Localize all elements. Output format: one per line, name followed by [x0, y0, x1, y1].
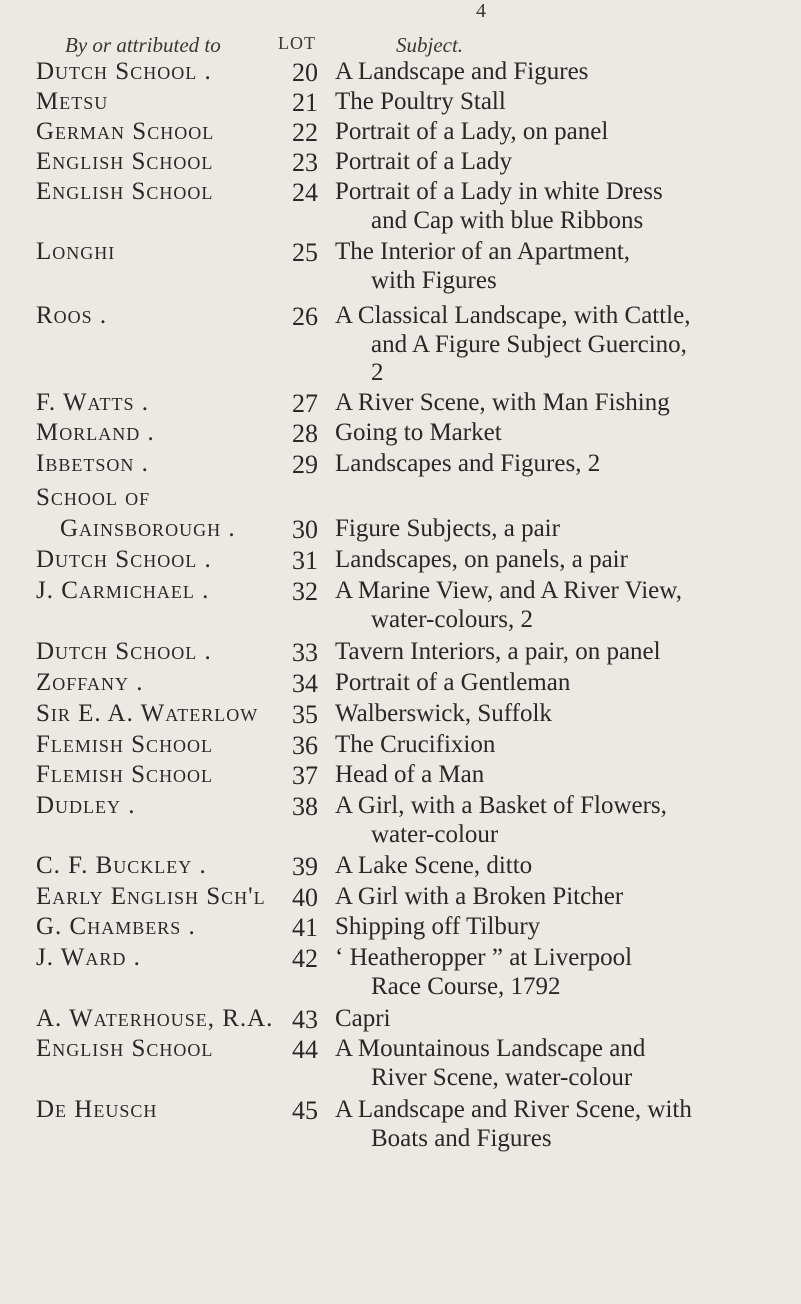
- lot-number: 38: [292, 792, 318, 821]
- lot-number: 45: [292, 1096, 318, 1125]
- artist-name: J. Ward .: [36, 944, 141, 971]
- lot-number: 26: [292, 302, 318, 331]
- artist-name: English School: [36, 178, 214, 205]
- lot-subject: [335, 1035, 797, 1092]
- artist-name: German School: [36, 118, 215, 145]
- subject-continuation: and Cap with blue Ribbons: [371, 206, 644, 234]
- lot-subject: [335, 913, 797, 942]
- subject-continuation: with Figures: [371, 266, 497, 294]
- subject-line: A Girl, with a Basket of Flowers,: [335, 792, 667, 819]
- lot-subject: [335, 515, 797, 544]
- lot-number: 28: [292, 419, 318, 448]
- subject-line: Portrait of a Lady: [335, 148, 513, 175]
- artist-name: F. Watts .: [36, 389, 150, 416]
- subject-line: The Crucifixion: [335, 731, 496, 758]
- subject-line: A Marine View, and A River View,: [335, 577, 682, 604]
- subject-line: Portrait of a Lady, on panel: [335, 118, 609, 145]
- lot-number: 21: [292, 88, 318, 117]
- lot-number: 25: [292, 238, 318, 267]
- subject-column-header: Subject.: [396, 33, 464, 57]
- lot-number: 42: [292, 944, 318, 973]
- subject-continuation: Race Course, 1792: [371, 972, 561, 1000]
- lot-subject: [335, 58, 797, 87]
- artist-name: Ibbetson .: [36, 450, 149, 477]
- subject-line: ‘ Heatheropper ” at Liverpool: [335, 944, 633, 971]
- artist-name: J. Carmichael .: [36, 577, 210, 604]
- artist-name: Sir E. A. Waterlow: [36, 700, 259, 727]
- subject-line: Portrait of a Gentleman: [335, 669, 571, 696]
- artist-name: Early English Sch'l: [36, 883, 266, 910]
- lot-subject: [335, 389, 797, 418]
- lot-subject: [335, 302, 797, 388]
- lot-number: 39: [292, 852, 318, 881]
- lot-number: 23: [292, 148, 318, 177]
- subject-line: Shipping off Tilbury: [335, 913, 541, 940]
- subject-line: A Lake Scene, ditto: [335, 852, 533, 879]
- lot-subject: [335, 419, 797, 448]
- lot-number: 36: [292, 731, 318, 760]
- artist-name: Dutch School .: [36, 638, 212, 665]
- artist-name: Gainsborough .: [60, 515, 236, 542]
- lot-number: 30: [292, 515, 318, 544]
- artist-name: G. Chambers .: [36, 913, 196, 940]
- subject-line: A Landscape and River Scene, with: [335, 1096, 692, 1123]
- artist-name: C. F. Buckley .: [36, 852, 207, 879]
- page-number: 4: [476, 0, 486, 22]
- artist-name: School of: [36, 484, 151, 511]
- lot-subject: [335, 450, 797, 479]
- artist-name: Flemish School: [36, 761, 214, 788]
- subject-continuation: water-colour: [371, 820, 499, 848]
- subject-continuation: Boats and Figures: [371, 1124, 552, 1152]
- lot-number: 33: [292, 638, 318, 667]
- artist-name: De Heusch: [36, 1096, 158, 1123]
- artist-name: Morland .: [36, 419, 155, 446]
- artist-name: Dutch School .: [36, 546, 212, 573]
- lot-subject: [335, 761, 797, 790]
- artist-name: Dudley .: [36, 792, 136, 819]
- subject-line: A Classical Landscape, with Cattle,: [335, 302, 691, 329]
- lot-number: 41: [292, 913, 318, 942]
- artist-name: Flemish School: [36, 731, 214, 758]
- artist-name: Roos .: [36, 302, 108, 329]
- lot-subject: [335, 731, 797, 760]
- subject-line: Portrait of a Lady in white Dress: [335, 178, 663, 205]
- subject-line: Tavern Interiors, a pair, on panel: [335, 638, 661, 665]
- artist-name: Dutch School .: [36, 58, 212, 85]
- lot-subject: [335, 883, 797, 912]
- lot-number: 40: [292, 883, 318, 912]
- subject-line: Landscapes and Figures, 2: [335, 450, 601, 477]
- lot-subject: [335, 238, 797, 295]
- lot-number: 24: [292, 178, 318, 207]
- lot-subject: [335, 944, 797, 1001]
- lot-subject: [335, 852, 797, 881]
- subject-line: A Landscape and Figures: [335, 58, 589, 85]
- lot-number: 20: [292, 58, 318, 87]
- lot-subject: [335, 1096, 797, 1153]
- subject-line: The Poultry Stall: [335, 88, 506, 115]
- subject-line: Head of a Man: [335, 761, 485, 788]
- lot-subject: [335, 546, 797, 575]
- lot-subject: [335, 178, 797, 235]
- subject-continuation: 2: [371, 359, 384, 386]
- lot-subject: [335, 638, 797, 667]
- lot-subject: [335, 1005, 797, 1034]
- subject-continuation: water-colours, 2: [371, 605, 533, 633]
- artist-name: English School: [36, 1035, 214, 1062]
- lot-subject: [335, 669, 797, 698]
- lot-number: 32: [292, 577, 318, 606]
- lot-number: 34: [292, 669, 318, 698]
- artist-name: Zoffany .: [36, 669, 144, 696]
- lot-number: 22: [292, 118, 318, 147]
- subject-line: A River Scene, with Man Fishing: [335, 389, 670, 416]
- lot-subject: [335, 148, 797, 177]
- subject-continuation: and A Figure Subject Guercino,: [371, 330, 687, 358]
- artist-name: A. Waterhouse, R.A.: [36, 1005, 274, 1032]
- lot-column-header: LOT: [278, 33, 316, 53]
- artist-name: Longhi: [36, 238, 116, 265]
- subject-line: A Mountainous Landscape and: [335, 1035, 646, 1062]
- lot-number: 27: [292, 389, 318, 418]
- subject-line: Landscapes, on panels, a pair: [335, 546, 628, 573]
- lot-number: 37: [292, 761, 318, 790]
- subject-continuation: River Scene, water-colour: [371, 1063, 633, 1091]
- lot-subject: [335, 118, 797, 147]
- subject-line: Walberswick, Suffolk: [335, 700, 552, 727]
- subject-line: A Girl with a Broken Pitcher: [335, 883, 624, 910]
- lot-number: 35: [292, 700, 318, 729]
- lot-subject: [335, 792, 797, 849]
- subject-line: Capri: [335, 1005, 391, 1032]
- artist-name: English School: [36, 148, 214, 175]
- lot-number: 43: [292, 1005, 318, 1034]
- attributed-column-header: By or attributed to: [65, 33, 221, 57]
- subject-line: Going to Market: [335, 419, 502, 446]
- lot-number: 44: [292, 1035, 318, 1064]
- lot-subject: [335, 700, 797, 729]
- subject-line: The Interior of an Apartment,: [335, 238, 631, 265]
- lot-number: 29: [292, 450, 318, 479]
- lot-number: 31: [292, 546, 318, 575]
- lot-subject: [335, 88, 797, 117]
- subject-line: Figure Subjects, a pair: [335, 515, 560, 542]
- lot-subject: [335, 577, 797, 634]
- artist-name: Metsu: [36, 88, 109, 115]
